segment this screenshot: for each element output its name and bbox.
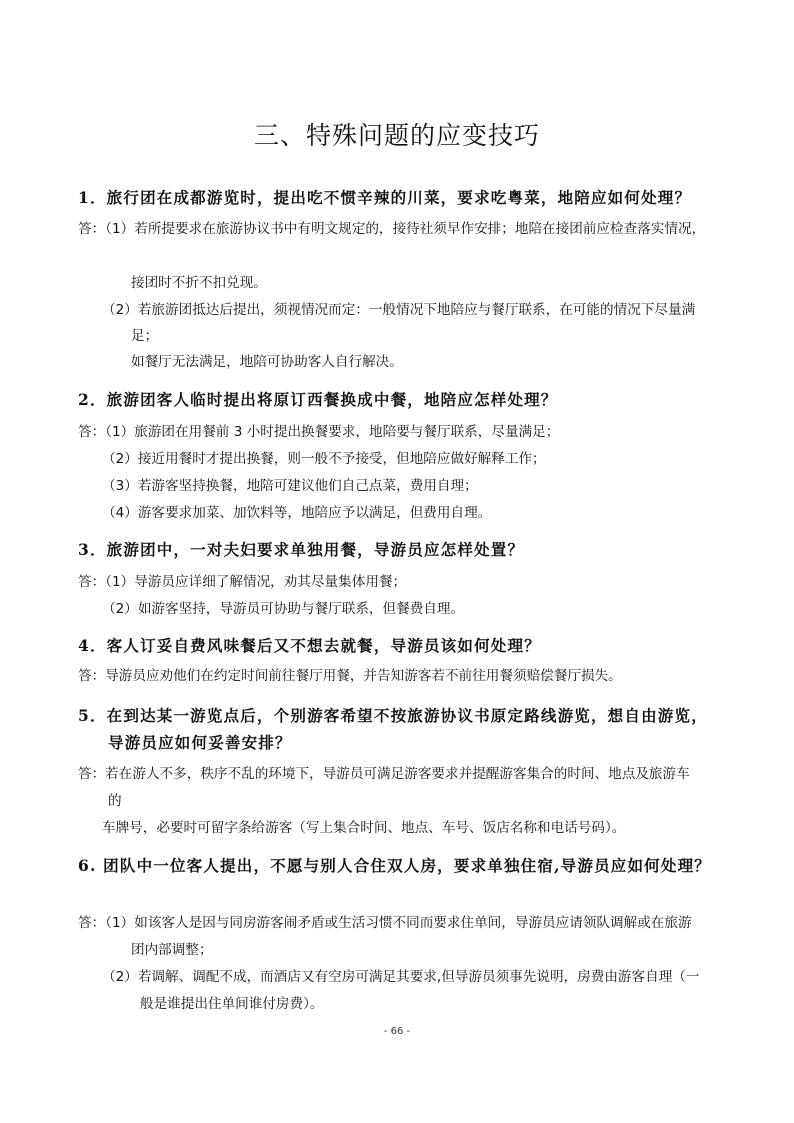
question-6: 6. 团队中一位客人提出，不愿与别人合住双人房，要求单独住宿,导游员应如何处理？ (78, 856, 711, 875)
answer-2-line-3: （3）若游客坚持换餐，地陪可建议他们自己点菜，费用自理； (102, 478, 478, 494)
question-2: 2．旅游团客人临时提出将原订西餐换成中餐，地陪应怎样处理？ (78, 390, 558, 409)
answer-6-line-3: （2）若调解、调配不成，而酒店又有空房可满足其要求,但导游员须事先说明，房费由游客自理（一 (102, 969, 700, 985)
answer-1-line-5: 如餐厅无法满足，地陪可协助客人自行解决。 (131, 354, 403, 370)
answer-6-line-4: 般是谁提出住单间谁付房费）。 (140, 996, 324, 1012)
question-3: 3．旅游团中，一对夫妇要求单独用餐，导游员应怎样处置？ (78, 540, 525, 559)
answer-3-line-2: （2）如游客坚持，导游员可协助与餐厅联系，但餐费自理。 (102, 601, 465, 617)
question-1: 1．旅行团在成都游览时，提出吃不惯辛辣的川菜，要求吃粤菜，地陪应如何处理？ (78, 188, 692, 207)
answer-1-line-4: 足； (131, 328, 159, 344)
answer-4-line-1: 答：导游员应劝他们在约定时间前往餐厅用餐，并告知游客若不前往用餐须赔偿餐厅损失。 (78, 668, 622, 684)
section-title: 三、特殊问题的应变技巧 (253, 121, 540, 150)
question-5: 5．在到达某一游览点后，个别游客希望不按旅游协议书原定路线游览，想自由游览， (78, 706, 708, 725)
answer-2-line-1: 答：（1）旅游团在用餐前 3 小时提出换餐要求，地陪要与餐厅联系，尽量满足； (78, 424, 560, 440)
answer-6-line-2: 团内部调整； (131, 942, 213, 958)
answer-6-line-1: 答：（1）如该客人是因与同房游客闹矛盾或生活习惯不同而要求住单间，导游员应请领队调解或在旅游 (78, 915, 692, 931)
question-4: 4．客人订妥自费风味餐后又不想去就餐，导游员该如何处理？ (78, 636, 541, 655)
answer-5-line-2: 的 (108, 793, 122, 809)
answer-1-line-3: （2）若旅游团抵达后提出，须视情况而定：一般情况下地陪应与餐厅联系，在可能的情况下尽量满 (102, 302, 696, 318)
answer-5-line-3: 车牌号，必要时可留字条给游客（写上集合时间、地点、车号、饭店名称和电话号码）。 (102, 820, 626, 836)
question-5-continued: 导游员应如何妥善安排？ (108, 733, 292, 752)
page-number: - 66 - (383, 1026, 411, 1037)
answer-1-line-2: 接团时不折不扣兑现。 (131, 275, 267, 291)
answer-2-line-4: （4）游客要求加菜、加饮料等，地陪应予以满足，但费用自理。 (102, 505, 492, 521)
answer-2-line-2: （2）接近用餐时才提出换餐，则一般不予接受，但地陪应做好解释工作； (102, 451, 546, 467)
answer-1-line-1: 答：（1）若所提要求在旅游协议书中有明文规定的，接待社须早作安排；地陪在接团前应检查落实情况， (78, 221, 706, 237)
answer-3-line-1: 答：（1）导游员应详细了解情况，劝其尽量集体用餐； (78, 574, 407, 590)
answer-5-line-1: 答：若在游人不多，秩序不乱的环境下，导游员可满足游客要求并提醒游客集合的时间、地点及旅游车 (78, 766, 690, 782)
